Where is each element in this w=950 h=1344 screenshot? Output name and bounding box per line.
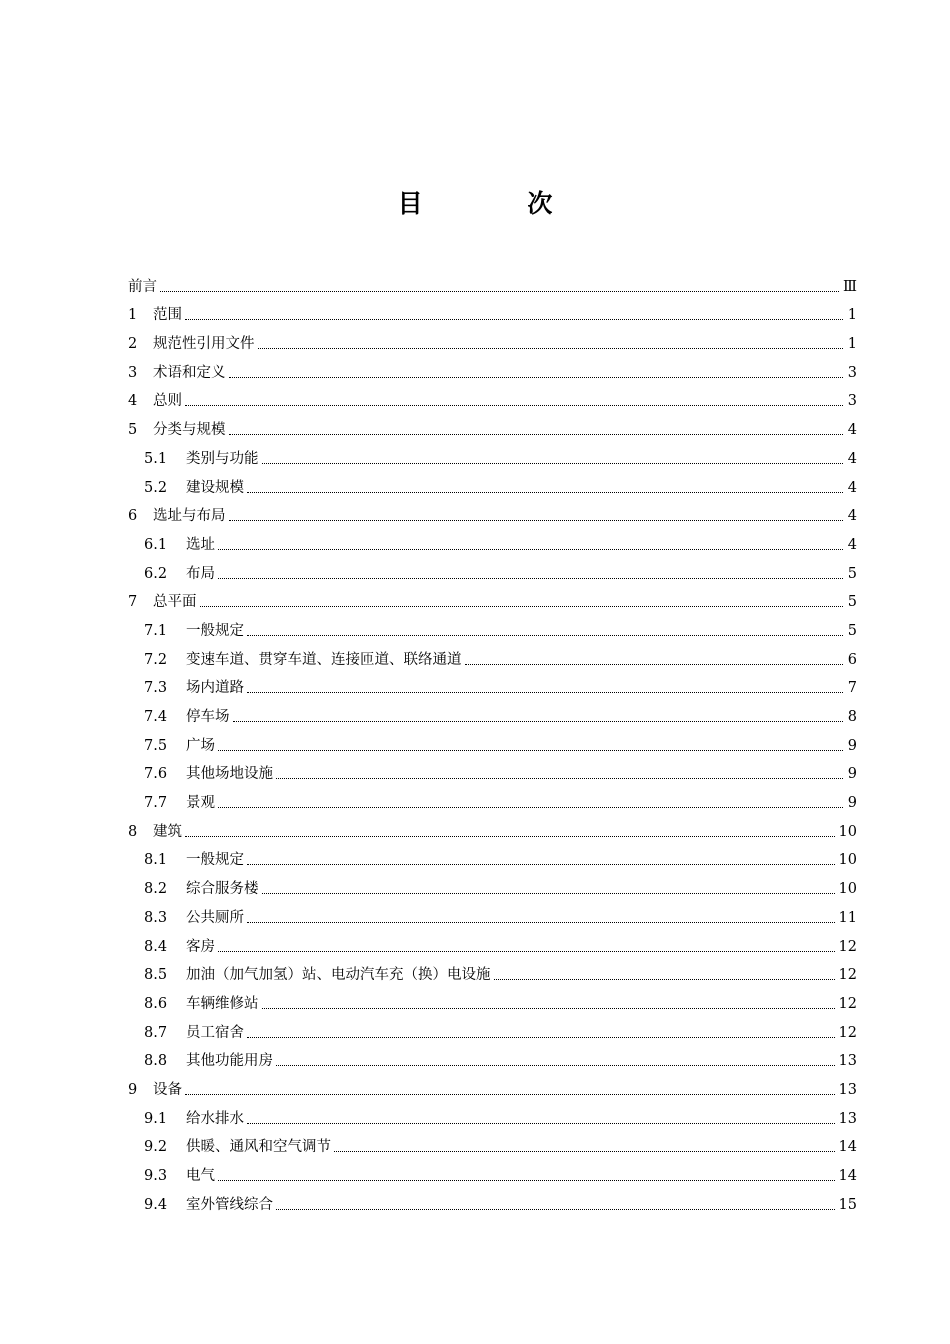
toc-entry-label: 公共厕所	[186, 909, 244, 926]
dot-leader	[233, 721, 844, 722]
toc-entry[interactable]	[128, 439, 857, 468]
toc-entry-page-number: 1	[847, 307, 857, 324]
toc-entry-label: 设备	[153, 1081, 182, 1098]
toc-entry-page-number: 5	[847, 622, 857, 639]
dot-leader	[218, 1180, 835, 1181]
toc-entry-label: 建设规模	[186, 479, 244, 496]
toc-entry-number: 9.4	[144, 1196, 168, 1213]
toc-entry[interactable]	[128, 468, 857, 497]
dot-leader	[229, 377, 844, 378]
toc-entry[interactable]	[128, 382, 857, 411]
toc-entry[interactable]	[128, 554, 857, 583]
toc-entry-number: 8.7	[144, 1024, 168, 1041]
toc-entry-page-number: 3	[847, 364, 857, 381]
toc-entry-page-number: 6	[847, 651, 857, 668]
toc-entry-number: 7	[128, 594, 138, 611]
dot-leader	[218, 951, 835, 952]
dot-leader	[218, 750, 843, 751]
toc-entry-label: 景观	[186, 795, 215, 812]
dot-leader	[262, 1008, 835, 1009]
toc-entry-label: 类别与功能	[186, 450, 259, 467]
dot-leader	[247, 922, 835, 923]
toc-entry-number: 8.2	[144, 881, 168, 898]
toc-entry-label: 变速车道、贯穿车道、连接匝道、联络通道	[186, 651, 462, 668]
toc-entry-label: 室外管线综合	[186, 1196, 273, 1213]
toc-entry[interactable]	[128, 525, 857, 554]
toc-entry-page-number: 15	[838, 1196, 857, 1213]
toc-entry-number: 8.8	[144, 1053, 168, 1070]
toc-entry-page-number: 4	[847, 508, 857, 525]
toc-entry-label: 总则	[153, 393, 182, 410]
toc-entry-number: 2	[128, 336, 138, 353]
toc-entry-number: 7.6	[144, 766, 168, 783]
dot-leader	[229, 434, 844, 435]
toc-entry-number: 8.3	[144, 909, 168, 926]
toc-entry-page-number: 5	[847, 565, 857, 582]
toc-entry-page-number: 13	[838, 1110, 857, 1127]
toc-entry[interactable]	[128, 1128, 857, 1157]
table-of-contents	[128, 267, 857, 1214]
toc-entry-page-number: 7	[847, 680, 857, 697]
toc-entry-label: 一般规定	[186, 852, 244, 869]
toc-entry-number: 3	[128, 364, 138, 381]
toc-entry-page-number: 10	[838, 881, 857, 898]
toc-entry-label: 术语和定义	[153, 364, 226, 381]
dot-leader	[276, 1065, 835, 1066]
toc-entry[interactable]	[128, 611, 857, 640]
toc-entry[interactable]	[128, 1185, 857, 1214]
toc-entry-label: 其他场地设施	[186, 766, 273, 783]
toc-entry-number: 6.1	[144, 536, 168, 553]
toc-entry-number: 8.1	[144, 852, 168, 869]
dot-leader	[258, 348, 844, 349]
toc-entry-number: 5.2	[144, 479, 168, 496]
toc-entry-label: 停车场	[186, 709, 230, 725]
toc-entry[interactable]	[128, 353, 857, 382]
toc-entry-page-number: 9	[847, 737, 857, 754]
toc-entry-page-number: 4	[847, 422, 857, 439]
toc-entry-label: 综合服务楼	[186, 881, 259, 898]
dot-leader	[247, 864, 835, 865]
toc-entry[interactable]	[128, 956, 857, 985]
toc-entry[interactable]	[128, 267, 857, 296]
dot-leader	[262, 463, 844, 464]
dot-leader	[334, 1151, 835, 1152]
toc-entry-label: 场内道路	[186, 680, 244, 697]
toc-entry-page-number: 13	[838, 1053, 857, 1070]
dot-leader	[218, 549, 843, 550]
toc-entry-page-number: Ⅲ	[843, 278, 857, 295]
toc-entry[interactable]	[128, 583, 857, 612]
toc-entry-label: 布局	[186, 565, 215, 582]
toc-entry-label: 给水排水	[186, 1110, 244, 1127]
toc-entry-number: 9	[128, 1081, 138, 1098]
toc-entry[interactable]	[128, 869, 857, 898]
toc-entry-number: 6.2	[144, 565, 168, 582]
toc-entry-page-number: 8	[847, 709, 857, 725]
dot-leader	[494, 979, 835, 980]
toc-entry[interactable]	[128, 812, 857, 841]
dot-leader	[247, 692, 843, 693]
toc-entry[interactable]	[128, 1042, 857, 1071]
toc-entry[interactable]	[128, 1099, 857, 1128]
toc-entry-label: 供暖、通风和空气调节	[186, 1139, 331, 1156]
toc-entry-number: 5.1	[144, 450, 168, 467]
toc-entry-page-number: 4	[847, 536, 857, 553]
toc-entry-label: 前言	[128, 278, 157, 295]
toc-entry-number: 5	[128, 422, 138, 439]
toc-entry-label: 员工宿舍	[186, 1024, 244, 1041]
toc-entry-label: 广场	[186, 737, 215, 754]
dot-leader	[262, 893, 835, 894]
dot-leader	[218, 578, 843, 579]
toc-entry-page-number: 1	[847, 336, 857, 353]
toc-entry-page-number: 13	[838, 1081, 857, 1098]
dot-leader	[276, 778, 843, 779]
dot-leader	[160, 291, 839, 292]
toc-entry-page-number: 4	[847, 450, 857, 467]
toc-entry-number: 7.2	[144, 651, 168, 668]
toc-entry-number: 7.3	[144, 680, 168, 697]
toc-entry[interactable]	[128, 1013, 857, 1042]
toc-entry-number: 1	[128, 307, 138, 324]
dot-leader	[185, 319, 843, 320]
dot-leader	[185, 1094, 835, 1095]
toc-entry[interactable]	[128, 497, 857, 526]
dot-leader	[229, 520, 844, 521]
toc-entry-number: 9.3	[144, 1168, 168, 1184]
toc-entry[interactable]	[128, 410, 857, 439]
toc-entry[interactable]	[128, 1156, 857, 1185]
toc-entry-number: 8.6	[144, 995, 168, 1012]
toc-entry-label: 选址与布局	[153, 508, 226, 525]
toc-entry-page-number: 14	[838, 1168, 857, 1184]
dot-leader	[247, 635, 843, 636]
toc-entry[interactable]	[128, 296, 857, 325]
toc-entry-label: 建筑	[153, 823, 182, 840]
toc-entry-page-number: 10	[838, 852, 857, 869]
dot-leader	[185, 405, 843, 406]
toc-entry-page-number: 14	[838, 1139, 857, 1156]
dot-leader	[218, 807, 843, 808]
toc-entry-page-number: 12	[838, 967, 857, 984]
toc-entry[interactable]	[128, 1070, 857, 1099]
toc-entry-number: 8.5	[144, 967, 168, 984]
dot-leader	[200, 606, 844, 607]
toc-entry-label: 分类与规模	[153, 422, 226, 439]
toc-entry-label: 一般规定	[186, 622, 244, 639]
dot-leader	[185, 836, 835, 837]
toc-entry-page-number: 12	[838, 995, 857, 1012]
toc-entry-number: 7.5	[144, 737, 168, 754]
toc-entry-label: 客房	[186, 938, 215, 955]
toc-entry-number: 8.4	[144, 938, 168, 955]
toc-entry[interactable]	[128, 669, 857, 698]
toc-entry-label: 总平面	[153, 594, 197, 611]
toc-entry-page-number: 12	[838, 938, 857, 955]
toc-entry[interactable]	[128, 927, 857, 956]
toc-entry-number: 7.7	[144, 795, 168, 812]
dot-leader	[465, 664, 844, 665]
toc-entry[interactable]	[128, 841, 857, 870]
toc-entry-page-number: 3	[847, 393, 857, 410]
toc-entry[interactable]	[128, 755, 857, 784]
toc-entry-page-number: 9	[847, 766, 857, 783]
toc-entry-number: 7.1	[144, 622, 168, 639]
toc-entry-page-number: 4	[847, 479, 857, 496]
toc-entry-number: 9.2	[144, 1139, 168, 1156]
toc-entry-number: 4	[128, 393, 138, 410]
toc-entry-label: 范围	[153, 307, 182, 324]
toc-entry-page-number: 10	[838, 823, 857, 840]
toc-entry-number: 6	[128, 508, 138, 525]
toc-entry[interactable]	[128, 898, 857, 927]
page-title: 目 次	[397, 189, 601, 218]
toc-entry-page-number: 11	[838, 909, 857, 926]
toc-entry-label: 其他功能用房	[186, 1053, 273, 1070]
toc-entry[interactable]	[128, 984, 857, 1013]
dot-leader	[247, 1123, 835, 1124]
toc-entry-page-number: 5	[847, 594, 857, 611]
dot-leader	[247, 492, 843, 493]
toc-entry-label: 电气	[186, 1168, 215, 1184]
toc-entry-label: 加油（加气加氢）站、电动汽车充（换）电设施	[186, 967, 491, 984]
toc-entry[interactable]	[128, 324, 857, 353]
toc-entry[interactable]	[128, 640, 857, 669]
toc-entry-page-number: 9	[847, 795, 857, 812]
toc-entry[interactable]	[128, 697, 857, 726]
toc-entry-label: 选址	[186, 536, 215, 553]
toc-entry-label: 车辆维修站	[186, 995, 259, 1012]
toc-entry-number: 8	[128, 823, 138, 840]
toc-entry[interactable]	[128, 726, 857, 755]
dot-leader	[247, 1037, 835, 1038]
toc-entry-number: 9.1	[144, 1110, 168, 1127]
toc-entry-label: 规范性引用文件	[153, 336, 255, 353]
toc-entry[interactable]	[128, 783, 857, 812]
toc-entry-page-number: 12	[838, 1024, 857, 1041]
toc-entry-number: 7.4	[144, 709, 168, 725]
dot-leader	[276, 1209, 835, 1210]
